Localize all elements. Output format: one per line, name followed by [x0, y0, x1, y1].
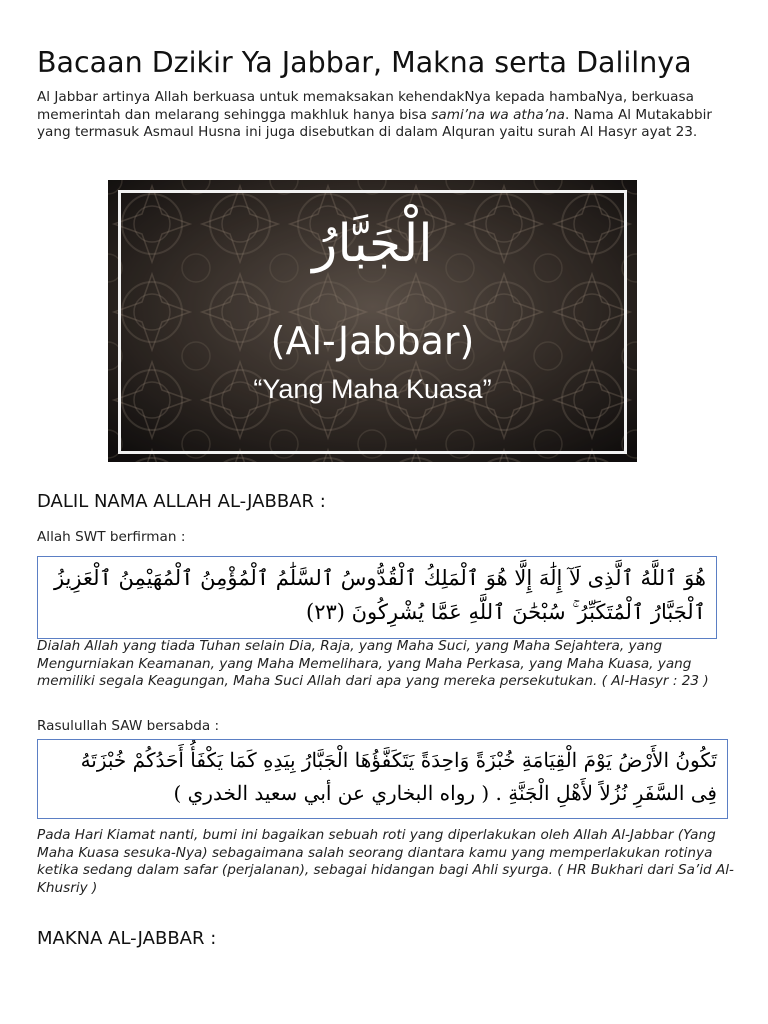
- intro-paragraph: [37, 89, 737, 142]
- hadith-box: تَكُونُ الأَرْضُ يَوْمَ الْقِيَامَةِ خُبْزَةً وَاحِدَةً يَتَكَفَّؤُهَا الْجَبَّارُ بِيَدِهِ كَمَا يَكْفَأُ أَحَدُكُمْ خُبْزَتَهُ فِى السَّفَرِ نُزُلاً لأَهْلِ الْجَنَّةِ . ( رواه البخاري عن أبي سعيد الخدري ): [37, 739, 728, 819]
- banner-arabic-name: الْجَبَّارُ: [312, 214, 433, 274]
- quran-intro-label: Allah SWT berfirman :: [37, 529, 186, 545]
- quran-verse-box: هُوَ ٱللَّهُ ٱلَّذِى لَآ إِلَٰهَ إِلَّا هُوَ ٱلْمَلِكُ ٱلْقُدُّوسُ ٱلسَّلَٰمُ ٱلْمُؤْمِنُ ٱلْمُهَيْمِنُ ٱلْعَزِيزُ ٱلْجَبَّارُ ٱلْمُتَكَبِّرُ ۚ سُبْحَٰنَ ٱللَّهِ عَمَّا يُشْرِكُونَ (٢٣): [37, 556, 717, 639]
- intro-text-start: Al Jabbar artinya Allah berkuasa untuk memaksakan kehendakNya kepada hambaNya, berkuasa memerintah dan melarang sehingga makhluk hanya bisa: [37, 89, 694, 123]
- hadith-intro-label: Rasulullah SAW bersabda :: [37, 718, 220, 734]
- dalil-heading: DALIL NAMA ALLAH AL-JABBAR :: [37, 491, 326, 512]
- makna-heading: MAKNA AL-JABBAR :: [37, 928, 217, 949]
- hadith-translation: Pada Hari Kiamat nanti, bumi ini bagaikan sebuah roti yang diperlakukan oleh Allah Al-Jabbar (Yang Maha Kuasa sesuka-Nya) sebagaimana salah seorang diantara kamu yang memperlakukan rotinya ketika sedang dalam safar (perjalanan), sebagai hidangan bagi Ahli syurga. ( HR Bukhari dari Sa’id Al-Khusriy ): [37, 827, 734, 896]
- page-title: Bacaan Dzikir Ya Jabbar, Makna serta Dalilnya: [37, 46, 692, 79]
- intro-text-end: . Nama Al Mutakabbir yang termasuk Asmaul Husna ini juga disebutkan di dalam Alquran yaitu surah Al Hasyr ayat 23.: [37, 106, 712, 140]
- banner-latin-name: (Al-Jabbar): [270, 319, 475, 363]
- intro-text-italic: sami’na wa atha’na: [431, 106, 565, 123]
- quran-translation: Dialah Allah yang tiada Tuhan selain Dia, Raja, yang Maha Suci, yang Maha Sejahtera, yang Mengurniakan Keamanan, yang Maha Memelihara, yang Maha Perkasa, yang Maha Kuasa, yang memiliki segala Keagungan, Maha Suci Allah dari apa yang mereka persekutukan. ( Al-Hasyr : 23 ): [37, 638, 709, 689]
- banner-meaning: “Yang Maha Kuasa”: [253, 374, 492, 404]
